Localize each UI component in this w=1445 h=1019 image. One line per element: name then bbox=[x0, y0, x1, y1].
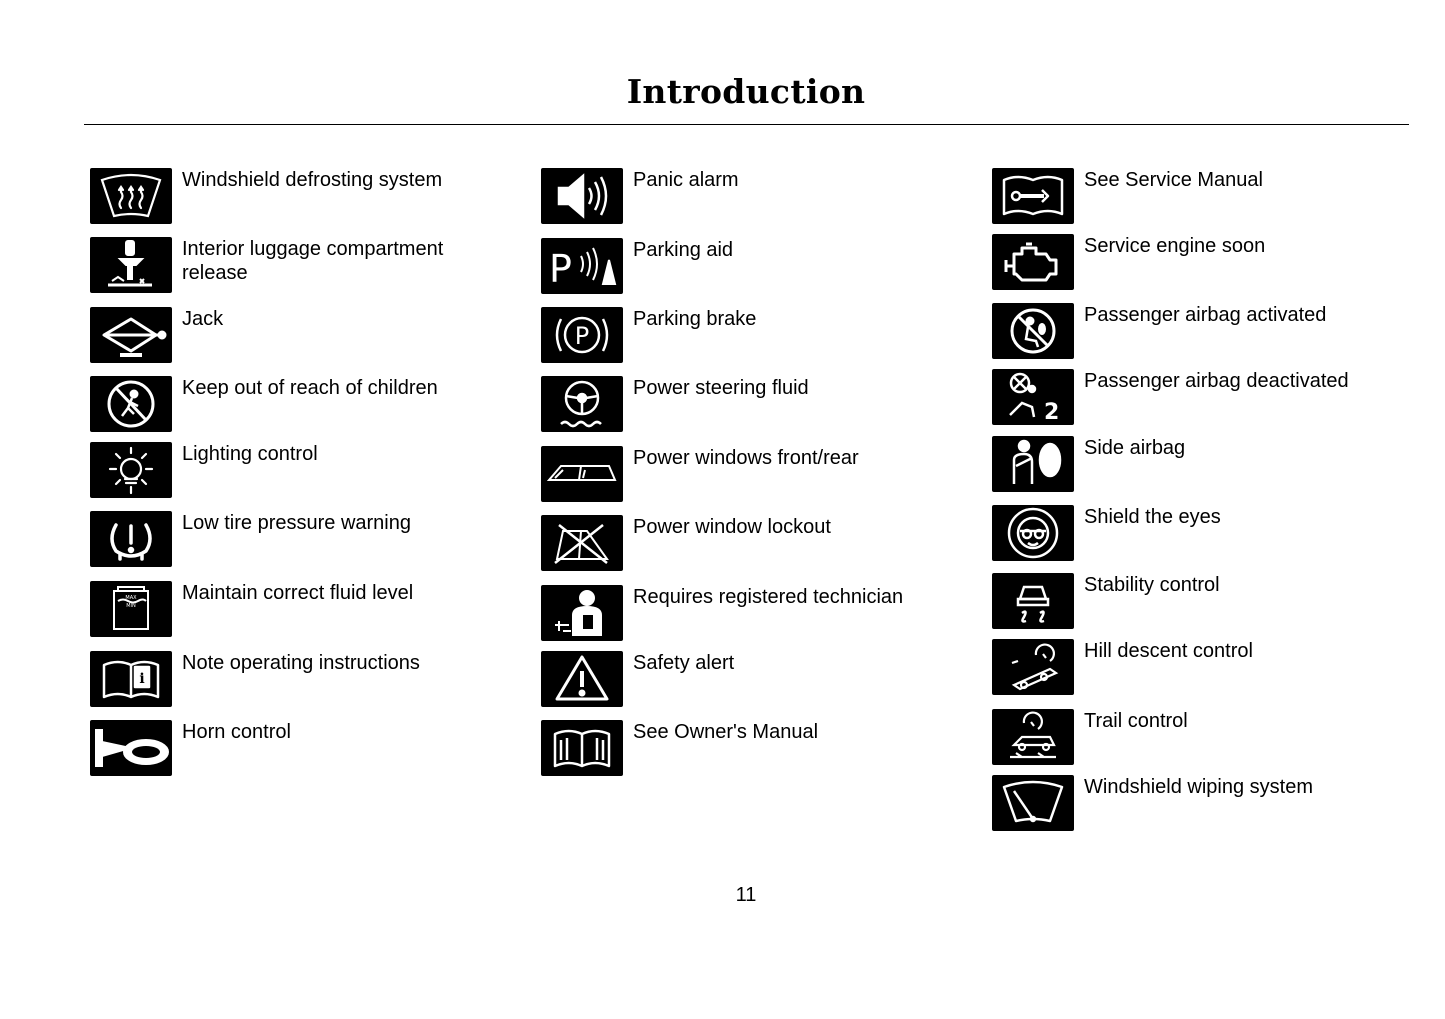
symbol-label: Parking brake bbox=[633, 308, 757, 330]
symbol-label: Service engine soon bbox=[1084, 235, 1266, 257]
symbol-label: Power windows front/rear bbox=[633, 447, 859, 469]
symbol-entry bbox=[541, 651, 953, 707]
symbol-label: Side airbag bbox=[1084, 437, 1186, 459]
symbol-label: Power steering fluid bbox=[633, 377, 809, 399]
symbol-entry bbox=[992, 505, 1414, 561]
symbol-label: Shield the eyes bbox=[1084, 506, 1221, 528]
parking-aid-icon bbox=[541, 238, 623, 294]
symbol-label: See Service Manual bbox=[1084, 169, 1263, 191]
symbol-entry bbox=[541, 720, 953, 776]
symbol-label: Safety alert bbox=[633, 652, 735, 674]
symbol-entry bbox=[992, 436, 1414, 492]
symbol-label: Panic alarm bbox=[633, 169, 739, 191]
symbol-entry bbox=[90, 581, 482, 637]
page-number: 11 bbox=[735, 884, 757, 906]
symbol-label: See Owner's Manual bbox=[633, 721, 819, 743]
symbol-entry bbox=[541, 376, 953, 432]
panic-alarm-icon bbox=[541, 168, 623, 224]
symbol-label: Low tire pressure warning bbox=[182, 512, 411, 534]
symbol-entry bbox=[541, 515, 953, 571]
symbol-entry bbox=[541, 307, 953, 363]
symbol-entry bbox=[90, 237, 482, 293]
symbol-label: Power window lockout bbox=[633, 516, 831, 538]
symbol-entry bbox=[541, 446, 953, 502]
svg-text:P: P bbox=[574, 322, 590, 350]
symbol-entry bbox=[992, 639, 1414, 695]
airbag-activated-icon bbox=[992, 303, 1074, 359]
symbol-label: Requires registered technician bbox=[633, 586, 904, 608]
symbol-label: Keep out of reach of children bbox=[182, 377, 438, 399]
symbol-entry bbox=[90, 168, 482, 224]
low-tire-pressure-icon bbox=[90, 511, 172, 567]
symbol-label: Lighting control bbox=[182, 443, 318, 465]
side-airbag-icon bbox=[992, 436, 1074, 492]
technician-icon bbox=[541, 585, 623, 641]
symbol-entry bbox=[992, 369, 1414, 425]
symbol-label: Passenger airbag activated bbox=[1084, 304, 1327, 326]
fluid-level-icon bbox=[90, 581, 172, 637]
symbol-label: Trail control bbox=[1084, 710, 1188, 732]
lighting-control-icon bbox=[90, 442, 172, 498]
symbol-entry bbox=[90, 511, 482, 567]
symbol-entry bbox=[90, 720, 482, 776]
symbol-label: Passenger airbag deactivated bbox=[1084, 370, 1349, 392]
symbol-entry bbox=[992, 709, 1414, 765]
symbol-label: Stability control bbox=[1084, 574, 1220, 596]
title-rule bbox=[84, 124, 1409, 125]
svg-text:MAX: MAX bbox=[125, 595, 137, 601]
owners-manual-icon bbox=[541, 720, 623, 776]
svg-text:i: i bbox=[139, 671, 145, 687]
power-windows-icon bbox=[541, 446, 623, 502]
symbol-entry bbox=[992, 303, 1414, 359]
symbol-label: Windshield wiping system bbox=[1084, 776, 1313, 798]
page-title: Introduction bbox=[626, 72, 866, 111]
symbol-label: Horn control bbox=[182, 721, 291, 743]
jack-icon bbox=[90, 307, 172, 363]
symbol-entry bbox=[90, 307, 482, 363]
window-lockout-icon bbox=[541, 515, 623, 571]
horn-icon bbox=[90, 720, 172, 776]
symbol-entry bbox=[992, 573, 1414, 629]
symbol-label: Interior luggage compartment release bbox=[182, 238, 444, 284]
operating-instructions-icon bbox=[90, 651, 172, 707]
symbol-entry bbox=[90, 442, 482, 498]
symbol-label: Maintain correct fluid level bbox=[182, 582, 414, 604]
svg-text:MIN: MIN bbox=[126, 603, 136, 609]
symbol-label: Windshield defrosting system bbox=[182, 169, 443, 191]
power-steering-fluid-icon bbox=[541, 376, 623, 432]
stability-control-icon bbox=[992, 573, 1074, 629]
engine-icon bbox=[992, 234, 1074, 290]
service-manual-icon bbox=[992, 168, 1074, 224]
luggage-release-icon bbox=[90, 237, 172, 293]
windshield-wiper-icon bbox=[992, 775, 1074, 831]
safety-alert-icon bbox=[541, 651, 623, 707]
symbol-label: Parking aid bbox=[633, 239, 734, 261]
symbol-entry bbox=[541, 168, 953, 224]
symbol-entry bbox=[541, 238, 953, 294]
airbag-deactivated-icon bbox=[992, 369, 1074, 425]
keep-out-of-reach-of-children-icon bbox=[90, 376, 172, 432]
trail-control-icon bbox=[992, 709, 1074, 765]
windshield-defrost-icon bbox=[90, 168, 172, 224]
svg-text:P: P bbox=[549, 247, 572, 291]
symbol-entry bbox=[992, 234, 1414, 290]
hill-descent-icon bbox=[992, 639, 1074, 695]
shield-eyes-icon bbox=[992, 505, 1074, 561]
symbol-entry bbox=[90, 651, 482, 707]
symbol-label: Jack bbox=[182, 308, 224, 330]
symbol-entry bbox=[992, 775, 1414, 831]
parking-brake-icon bbox=[541, 307, 623, 363]
symbol-entry bbox=[90, 376, 482, 432]
svg-text:2: 2 bbox=[1044, 400, 1060, 425]
symbol-entry bbox=[992, 168, 1414, 224]
symbol-label: Note operating instructions bbox=[182, 652, 420, 674]
symbol-entry bbox=[541, 585, 953, 641]
symbol-label: Hill descent control bbox=[1084, 640, 1253, 662]
